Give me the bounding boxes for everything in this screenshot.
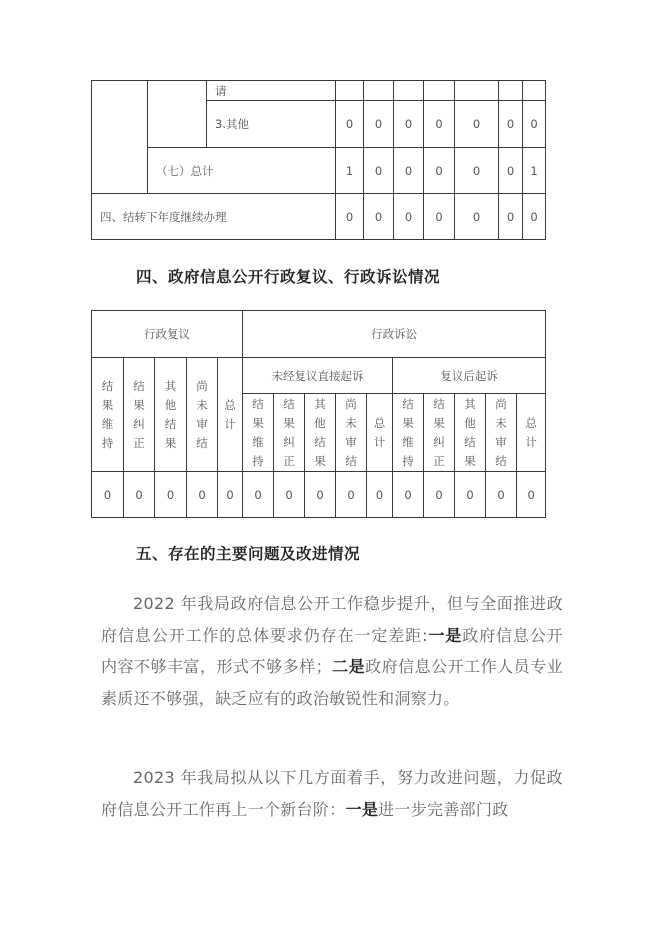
table-cell: 0 — [218, 472, 243, 518]
table-cell: 1 — [523, 148, 546, 194]
table-cell: 0 — [517, 472, 546, 518]
col-header: 结果纠正 — [274, 394, 305, 472]
row-label-total: （七）总计 — [148, 148, 336, 194]
header-admin-litigation: 行政诉讼 — [243, 311, 546, 358]
row-label-other: 3.其他 — [207, 101, 336, 148]
review-litigation-table — [91, 310, 546, 518]
table-cell: 0 — [364, 101, 394, 148]
col-header: 结果维持 — [243, 394, 274, 472]
table-cell: 0 — [243, 472, 274, 518]
paragraph-issues: 2022 年我局政府信息公开工作稳步提升，但与全面推进政府信息公开工作的总体要求仍存在一定差距:一是政府信息公开内容不够丰富，形式不够多样；二是政府信息公开工作人员专业素质还不够强，缺乏应有的政治敏锐性和洞察力。 — [101, 594, 563, 708]
table-cell: 0 — [455, 194, 499, 240]
table-cell: 0 — [523, 194, 546, 240]
disclosure-stats-table — [91, 80, 546, 240]
table-cell: 0 — [367, 472, 393, 518]
col-header: 结果维持 — [393, 394, 424, 472]
table-cell: 0 — [455, 148, 499, 194]
table-row — [92, 81, 546, 101]
table-cell: 0 — [424, 101, 455, 148]
col-header: 其他结果 — [155, 358, 187, 472]
table-cell: 0 — [305, 472, 336, 518]
row-label-fragment: 请 — [207, 81, 336, 101]
table-cell: 0 — [187, 472, 218, 518]
table-cell: 0 — [499, 148, 523, 194]
table-row — [92, 472, 546, 518]
table-cell: 0 — [393, 472, 424, 518]
table-cell: 0 — [499, 101, 523, 148]
section-4-heading: 四、政府信息公开行政复议、行政诉讼情况 — [136, 268, 441, 286]
table-cell: 0 — [124, 472, 155, 518]
table-row — [92, 358, 546, 394]
table-cell: 0 — [336, 194, 364, 240]
table-cell: 0 — [92, 472, 124, 518]
table-cell: 0 — [394, 148, 424, 194]
table-cell: 0 — [455, 472, 486, 518]
col-header: 其他结果 — [455, 394, 486, 472]
table-cell: 1 — [336, 148, 364, 194]
table-cell: 0 — [523, 101, 546, 148]
header-direct-suit: 未经复议直接起诉 — [243, 358, 393, 394]
header-admin-review: 行政复议 — [92, 311, 243, 358]
table-cell: 0 — [424, 472, 455, 518]
table-cell: 0 — [364, 194, 394, 240]
col-header: 尚未审结 — [486, 394, 517, 472]
table-cell: 0 — [336, 472, 367, 518]
table-cell: 0 — [364, 148, 394, 194]
col-header: 总计 — [367, 394, 393, 472]
col-header: 结果纠正 — [424, 394, 455, 472]
col-header: 其他结果 — [305, 394, 336, 472]
table-row — [92, 194, 546, 240]
header-suit-after-review: 复议后起诉 — [393, 358, 546, 394]
col-header: 结果纠正 — [124, 358, 155, 472]
section-5-heading: 五、存在的主要问题及改进情况 — [136, 545, 361, 563]
table-cell: 0 — [455, 101, 499, 148]
table-cell: 0 — [499, 194, 523, 240]
col-header: 尚未审结 — [187, 358, 218, 472]
table-cell: 0 — [424, 194, 455, 240]
table-cell: 0 — [486, 472, 517, 518]
table-row — [92, 311, 546, 358]
row-label-carryover: 四、结转下年度继续办理 — [92, 194, 336, 240]
table-cell: 0 — [394, 101, 424, 148]
table-cell: 0 — [155, 472, 187, 518]
paragraph-improvements: 2023 年我局拟从以下几方面着手，努力改进问题，力促政府信息公开工作再上一个新台阶：一是进一步完善部门政 — [101, 768, 563, 819]
col-header: 结果维持 — [92, 358, 124, 472]
table-cell: 0 — [424, 148, 455, 194]
table-cell: 0 — [274, 472, 305, 518]
col-header: 总计 — [517, 394, 546, 472]
table-row — [92, 148, 546, 194]
table-cell: 0 — [394, 194, 424, 240]
col-header: 尚未审结 — [336, 394, 367, 472]
col-header: 总计 — [218, 358, 243, 472]
table-cell: 0 — [336, 101, 364, 148]
